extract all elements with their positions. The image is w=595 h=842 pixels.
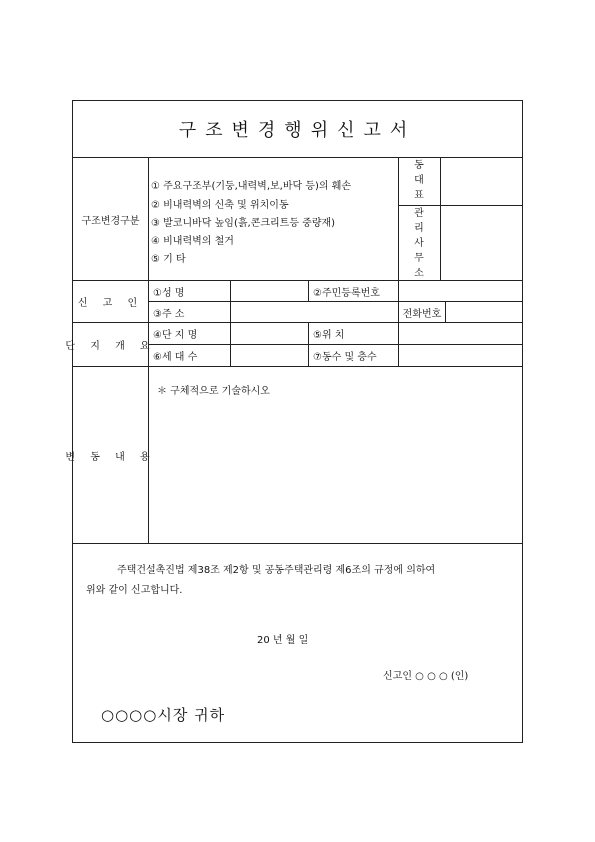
change-item-2: ② 비내력벽의 신축 및 위치이동 [151,200,289,211]
complex-name-label: ④단 지 명 [153,330,198,341]
reporter-label: 신 고 인 [77,298,144,309]
rep-signature-field[interactable] [441,158,522,205]
changes-note: ＊ 구체적으로 기술하시오 [157,386,270,397]
households-label: ⑥세 대 수 [153,352,198,363]
divider [73,543,522,544]
office-label: 관리사무소 [414,208,424,279]
location-label: ⑤위 치 [313,330,345,341]
rrn-field[interactable] [399,281,522,301]
complex-name-field[interactable] [231,323,308,344]
rep-label: 동대표 [414,160,424,201]
change-type-label: 구조변경구분 [81,215,140,227]
divider [308,322,309,366]
declaration-signer: 신고인 ○ ○ ○ (인) [383,671,469,682]
phone-field[interactable] [446,302,522,322]
building-floor-label: ⑦동수 및 층수 [313,352,377,363]
households-field[interactable] [231,345,308,366]
divider [308,280,309,301]
building-floor-field[interactable] [399,345,522,366]
address-field[interactable] [231,302,398,322]
changes-field[interactable] [149,397,522,543]
declaration-line-1: 주택건설촉진법 제38조 제2항 및 공동주택관리령 제6조의 규정에 의하여 [117,565,436,576]
changes-label: 변 동 내 용 [65,451,156,463]
change-item-1: ① 주요구조부(기둥,내력벽,보,바닥 등)의 훼손 [151,181,352,192]
location-field[interactable] [399,323,522,344]
report-form [65,100,523,743]
name-field[interactable] [231,281,308,301]
phone-label: 전화번호 [402,308,442,320]
declaration-date: 20 년 월 일 [257,635,309,646]
divider [398,157,399,280]
complex-label: 단 지 개 요 [65,341,156,352]
rrn-label: ②주민등록번호 [313,287,380,299]
office-signature-field[interactable] [441,206,522,280]
addressee: ○○○○시장 귀하 [101,706,226,724]
declaration-line-2: 위와 같이 신고합니다. [86,585,183,596]
address-label: ③주 소 [153,308,185,320]
form-title: 구조변경행위신고서 [178,120,417,141]
name-label: ①성 명 [153,287,185,299]
change-item-4: ④ 비내력벽의 철거 [151,236,234,247]
change-item-3: ③ 발코니바닥 높임(흙,콘크리트등 중량재) [151,218,336,229]
change-item-5: ⑤ 기 타 [151,254,186,265]
